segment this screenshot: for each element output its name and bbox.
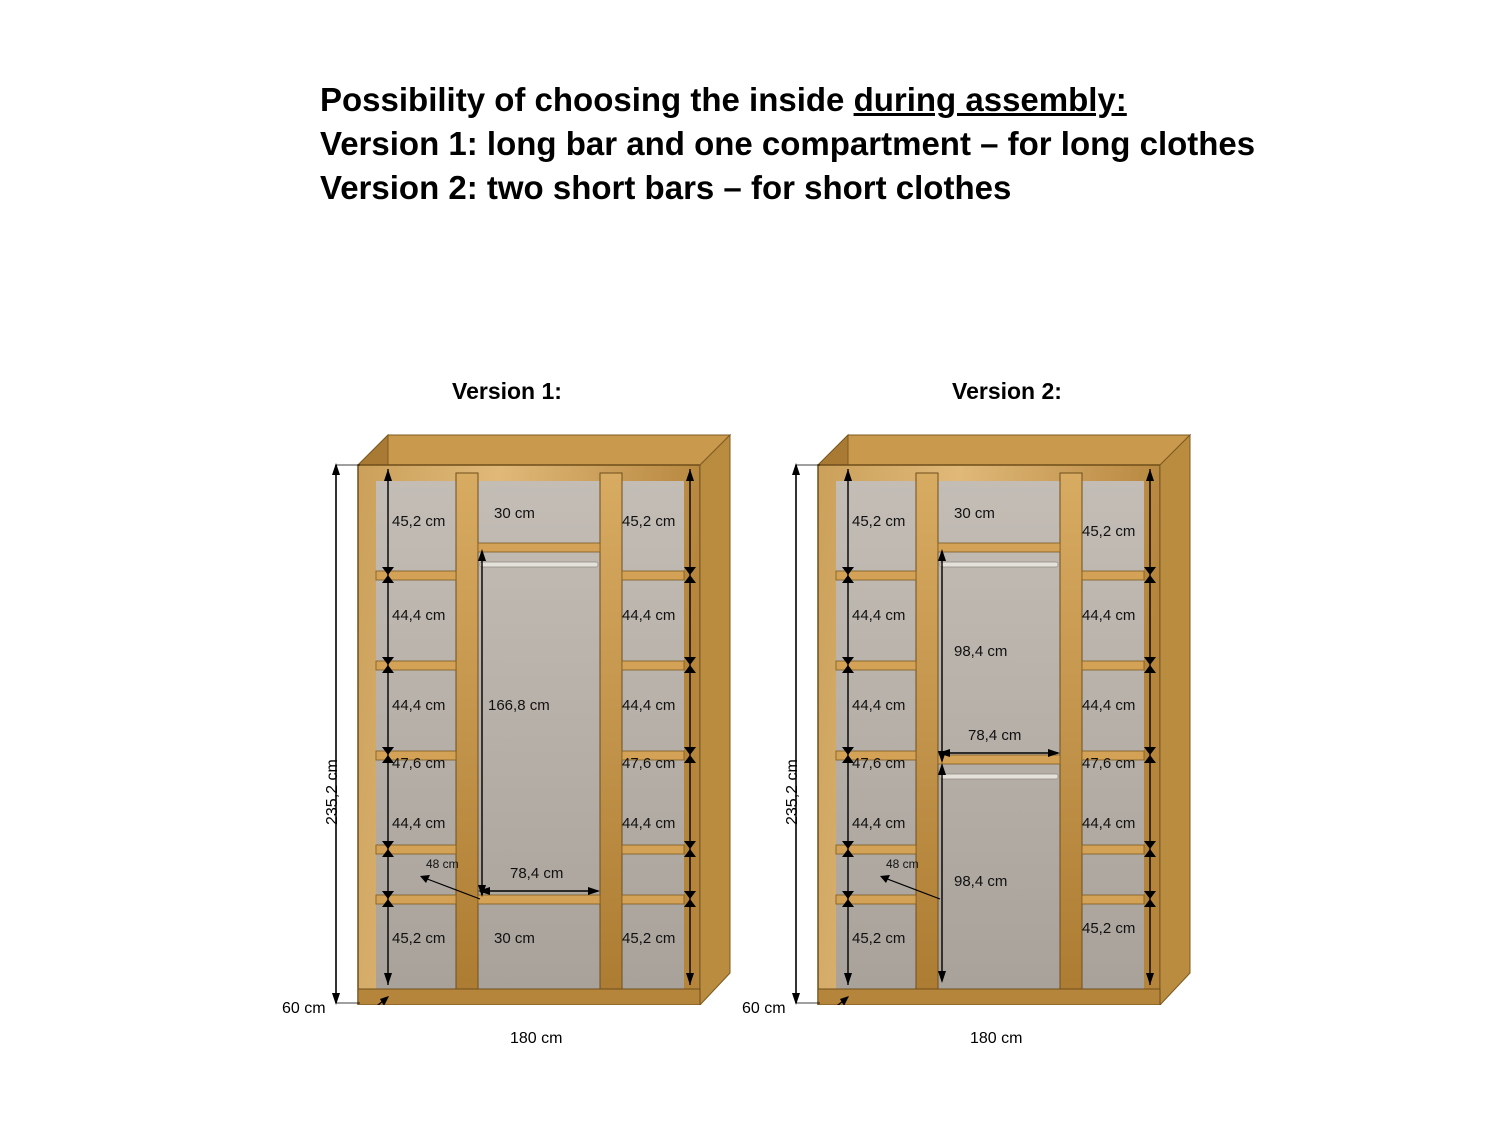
v1-right-dim-6: 45,2 cm (622, 930, 676, 947)
v1-right-dim-5: 44,4 cm (622, 815, 676, 832)
v1-overall-width: 180 cm (510, 1030, 563, 1047)
page-title (320, 78, 1320, 210)
v2-left-dim-2: 44,4 cm (852, 607, 906, 624)
v1-left-dim-6: 45,2 cm (392, 930, 446, 947)
v2-center-dim-3: 78,4 cm (968, 727, 1022, 744)
v1-center-dim-2: 166,8 cm (488, 697, 550, 714)
wardrobe-version-2 (742, 425, 1210, 1047)
v1-left-dim-2: 44,4 cm (392, 607, 446, 624)
v1-right-dim-1: 45,2 cm (622, 513, 676, 530)
v1-center-dim-1: 30 cm (494, 505, 535, 522)
v2-center-dim-4: 98,4 cm (954, 873, 1008, 890)
v2-overall-height: 235,2 cm (784, 759, 801, 825)
v1-center-dim-3: 78,4 cm (510, 865, 564, 882)
v2-right-dim-1: 45,2 cm (1082, 523, 1136, 540)
v2-left-dim-3: 44,4 cm (852, 697, 906, 714)
v1-right-dim-3: 44,4 cm (622, 697, 676, 714)
v2-left-dim-4: 47,6 cm (852, 755, 906, 772)
wardrobe-version-1 (282, 425, 750, 1047)
v1-misc-dim-48: 48 cm (426, 857, 459, 871)
v1-overall-depth: 60 cm (282, 1000, 326, 1017)
v2-overall-width: 180 cm (970, 1030, 1023, 1047)
headline-line1-part1: Possibility of choosing the inside (320, 81, 854, 118)
v1-right-dim-4: 47,6 cm (622, 755, 676, 772)
v2-center-dim-1: 30 cm (954, 505, 995, 522)
v1-left-dim-5: 44,4 cm (392, 815, 446, 832)
v1-right-dim-2: 44,4 cm (622, 607, 676, 624)
v1-left-dim-1: 45,2 cm (392, 513, 446, 530)
version-1-label: Version 1: (452, 378, 562, 404)
v2-right-dim-5: 44,4 cm (1082, 815, 1136, 832)
v1-overall-height: 235,2 cm (324, 759, 341, 825)
v2-right-dim-6: 45,2 cm (1082, 920, 1136, 937)
hanging-bar-long (480, 562, 598, 567)
v1-center-dim-4: 30 cm (494, 930, 535, 947)
headline-line3: Version 2: two short bars – for short clothes (320, 168, 1012, 206)
v2-center-dim-2: 98,4 cm (954, 643, 1008, 660)
v2-misc-dim-48: 48 cm (886, 857, 919, 871)
v2-right-dim-4: 47,6 cm (1082, 755, 1136, 772)
version-2-label: Version 2: (952, 378, 1062, 404)
hanging-bar-upper (940, 562, 1058, 567)
wardrobe-2-drawing (790, 425, 1210, 1005)
headline-line1-part2: during assembly: (853, 81, 1127, 118)
v1-left-dim-3: 44,4 cm (392, 697, 446, 714)
v2-left-dim-6: 45,2 cm (852, 930, 906, 947)
headline-line2: Version 1: long bar and one compartment – for long clothes (320, 124, 1256, 162)
v2-overall-depth: 60 cm (742, 1000, 786, 1017)
v1-left-dim-4: 47,6 cm (392, 755, 446, 772)
hanging-bar-lower (940, 774, 1058, 779)
v2-left-dim-5: 44,4 cm (852, 815, 906, 832)
wardrobe-1-drawing (330, 425, 750, 1005)
v2-right-dim-2: 44,4 cm (1082, 607, 1136, 624)
v2-right-dim-3: 44,4 cm (1082, 697, 1136, 714)
v2-left-dim-1: 45,2 cm (852, 513, 906, 530)
